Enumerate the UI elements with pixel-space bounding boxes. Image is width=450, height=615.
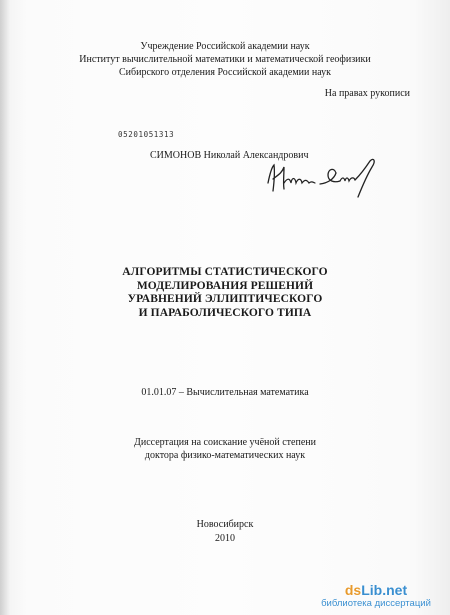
- dslib-logo[interactable]: [316, 583, 436, 598]
- logo-prefix: ds: [344, 582, 362, 598]
- rights-note: На правах рукописи: [324, 88, 410, 99]
- title-line-1: АЛГОРИТМЫ СТАТИСТИЧЕСКОГО: [122, 266, 328, 278]
- place-and-year: [0, 518, 450, 546]
- title-line-2: МОДЕЛИРОВАНИЯ РЕШЕНИЙ: [136, 279, 314, 292]
- author-name: СИМОНОВ Николай Александрович: [150, 150, 309, 161]
- degree-statement: [0, 436, 450, 462]
- dissertation-title: [0, 266, 450, 320]
- header-line-3: Сибирского отделения Российской академии наук: [118, 67, 332, 78]
- degree-line-1: Диссертация на соискание учёной степени: [134, 437, 316, 448]
- header-line-2: Институт вычислительной математики и математической геофизики: [79, 54, 371, 65]
- degree-line-2: доктора физико-математических наук: [144, 450, 306, 461]
- handwritten-signature: [262, 153, 382, 203]
- header-line-1: Учреждение Российской академии наук: [140, 41, 310, 52]
- serial-number: 05201051313: [118, 130, 175, 139]
- specialty-code: 01.01.07 – Вычислительная математика: [141, 387, 309, 398]
- institution-header: [0, 40, 450, 79]
- title-line-4: И ПАРАБОЛИЧЕСКОГО ТИПА: [138, 306, 312, 319]
- dslib-watermark[interactable]: [316, 583, 436, 609]
- year: 2010: [215, 533, 235, 544]
- title-line-3: УРАВНЕНИЙ ЭЛЛИПТИЧЕСКОГО: [127, 293, 323, 305]
- logo-suffix: Lib.net: [361, 582, 408, 598]
- watermark-subtitle: библиотека диссертаций: [321, 598, 431, 609]
- city: Новосибирск: [196, 519, 254, 530]
